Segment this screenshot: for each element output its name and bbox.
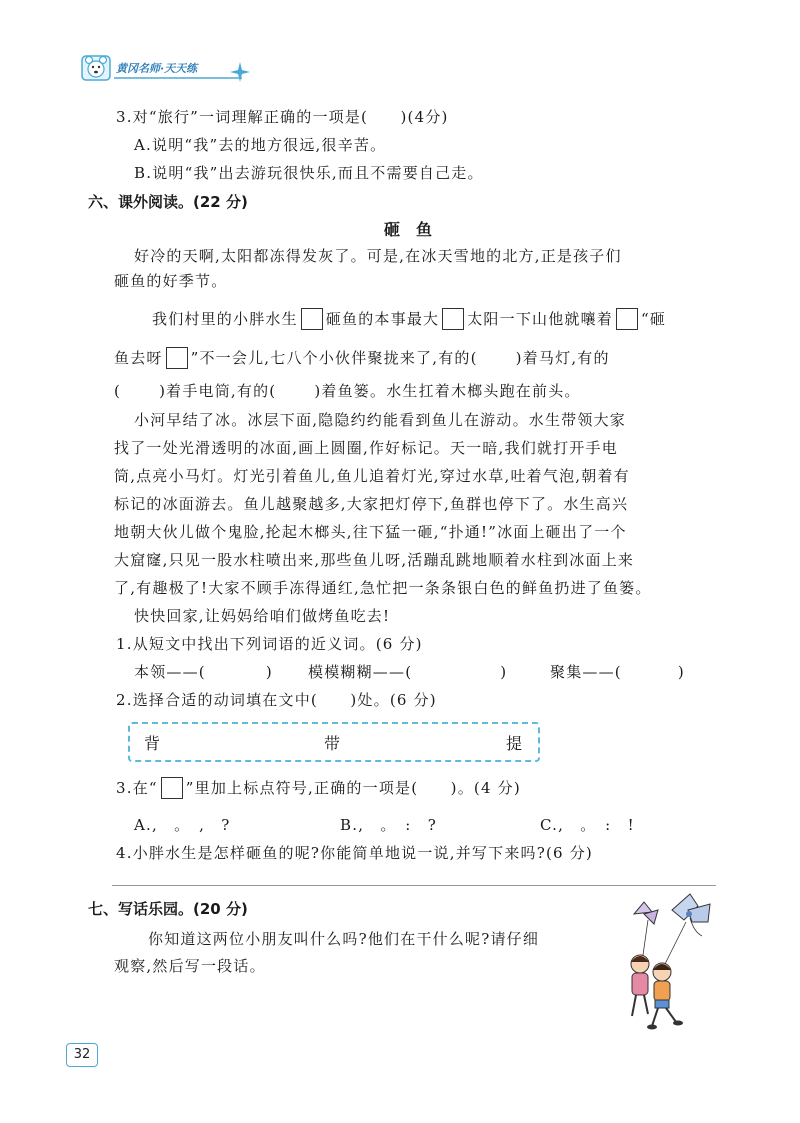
q3-stem: [116, 777, 521, 799]
passage-title: 砸 鱼: [384, 220, 433, 239]
p2-text-b: 砸鱼的本事最大: [325, 310, 440, 328]
punct-box-4[interactable]: [166, 347, 188, 369]
q3-option-c[interactable]: C., 。 : !: [540, 816, 635, 834]
section7-line1: 你知道这两位小朋友叫什么吗?他们在干什么呢?请仔细: [148, 930, 540, 948]
p3-line7: 了,有趣极了!大家不顾手冻得通红,急忙把一条条银白色的鲜鱼扔进了鱼篓。: [114, 579, 652, 597]
prev-q3-option-b: B.说明“我”出去游玩很快乐,而且不需要自己走。: [134, 164, 484, 182]
prev-q3-stem: 3.对“旅行”一词理解正确的一项是( )(4分): [116, 108, 449, 126]
q4-stem: 4.小胖水生是怎样砸鱼的呢?你能简单地说一说,并写下来吗?(6 分): [116, 844, 593, 862]
section7-line2: 观察,然后写一段话。: [114, 957, 266, 975]
header-logo: [80, 52, 240, 84]
p3-line6: 大窟窿,只见一股水柱喷出来,那些鱼儿呀,活蹦乱跳地顺着水柱到冰面上来: [114, 551, 635, 569]
q3-stem-b: ”里加上标点符号,正确的一项是( )。(4 分): [185, 779, 521, 797]
brand-text: 黄冈名师·天天练: [116, 62, 198, 75]
bear-icon: [80, 52, 114, 84]
punct-box-3[interactable]: [616, 308, 638, 330]
q3-stem-a: 3.在“: [116, 779, 158, 797]
section6-heading: 六、课外阅读。(22 分): [88, 193, 248, 211]
q3-option-b[interactable]: B., 。 : ?: [340, 816, 437, 834]
word-choice-box: [128, 722, 540, 762]
punct-box-1[interactable]: [301, 308, 323, 330]
p2-text-e: 鱼去呀: [114, 349, 163, 367]
p2-text-d: “砸: [641, 310, 667, 328]
p1-line1: 好冷的天啊,太阳都冻得发灰了。可是,在冰天雪地的北方,正是孩子们: [134, 247, 622, 265]
q1-word1-label: 本领——(: [134, 663, 206, 681]
p2-text-f: ”不一会儿,七八个小伙伴聚拢来了,有的(: [190, 349, 478, 367]
page-number: 32: [66, 1043, 98, 1067]
q1-word2-end: ): [500, 663, 508, 681]
p3-line3: 筒,点亮小马灯。灯光引着鱼儿,鱼儿追着灯光,穿过水草,吐着气泡,朝着有: [114, 467, 630, 485]
q1-word1: [134, 661, 273, 683]
p2-line3: [114, 380, 581, 402]
q2-stem: 2.选择合适的动词填在文中( )处。(6 分): [116, 691, 437, 709]
p3-line4: 标记的冰面游去。鱼儿越聚越多,大家把灯停下,鱼群也停下了。水生高兴: [114, 495, 629, 513]
p2-line2: [114, 347, 610, 369]
q1-word3: [550, 661, 685, 683]
p4-line: 快快回家,让妈妈给咱们做烤鱼吃去!: [134, 607, 391, 625]
q1-word2-label: 模模糊糊——(: [308, 663, 413, 681]
punct-box-2[interactable]: [442, 308, 464, 330]
p2-text-j: )着鱼篓。水生扛着木榔头跑在前头。: [314, 382, 581, 400]
word-choice-2[interactable]: 带: [324, 734, 341, 753]
q3-option-a[interactable]: A., 。 , ?: [134, 816, 231, 834]
sparkle-icon: [230, 62, 250, 82]
q1-stem: 1.从短文中找出下列词语的近义词。(6 分): [116, 635, 423, 653]
p3-line2: 找了一处光滑透明的冰面,画上圆圈,作好标记。天一暗,我们就打开手电: [114, 439, 618, 457]
q1-word2: [308, 661, 507, 683]
p2-text-i: )着手电筒,有的(: [159, 382, 277, 400]
p3-line1: 小河早结了冰。冰层下面,隐隐约约能看到鱼儿在游动。水生带领大家: [134, 411, 626, 429]
p2-text-g: )着马灯,有的: [515, 349, 610, 367]
p2-line1: [152, 308, 666, 330]
section7-heading: 七、写话乐园。(20 分): [88, 900, 248, 918]
p1-line2: 砸鱼的好季节。: [114, 272, 228, 290]
kids-flying-kites-illustration: [612, 892, 722, 1032]
p2-text-a: 我们村里的小胖水生: [152, 310, 298, 328]
word-choice-1[interactable]: 背: [144, 734, 161, 753]
p2-text-h: (: [114, 382, 122, 400]
prev-q3-option-a: A.说明“我”去的地方很远,很辛苦。: [134, 136, 387, 154]
q1-word1-end: ): [265, 663, 273, 681]
q1-word3-end: ): [677, 663, 685, 681]
q1-word3-label: 聚集——(: [550, 663, 622, 681]
answer-line[interactable]: [112, 885, 716, 886]
q3-box-icon: [161, 777, 183, 799]
p3-line5: 地朝大伙儿做个鬼脸,抡起木榔头,往下猛一砸,“扑通!”冰面上砸出了一个: [114, 523, 627, 541]
p2-text-c: 太阳一下山他就嚷着: [467, 310, 614, 328]
word-choice-3[interactable]: 提: [506, 734, 523, 753]
